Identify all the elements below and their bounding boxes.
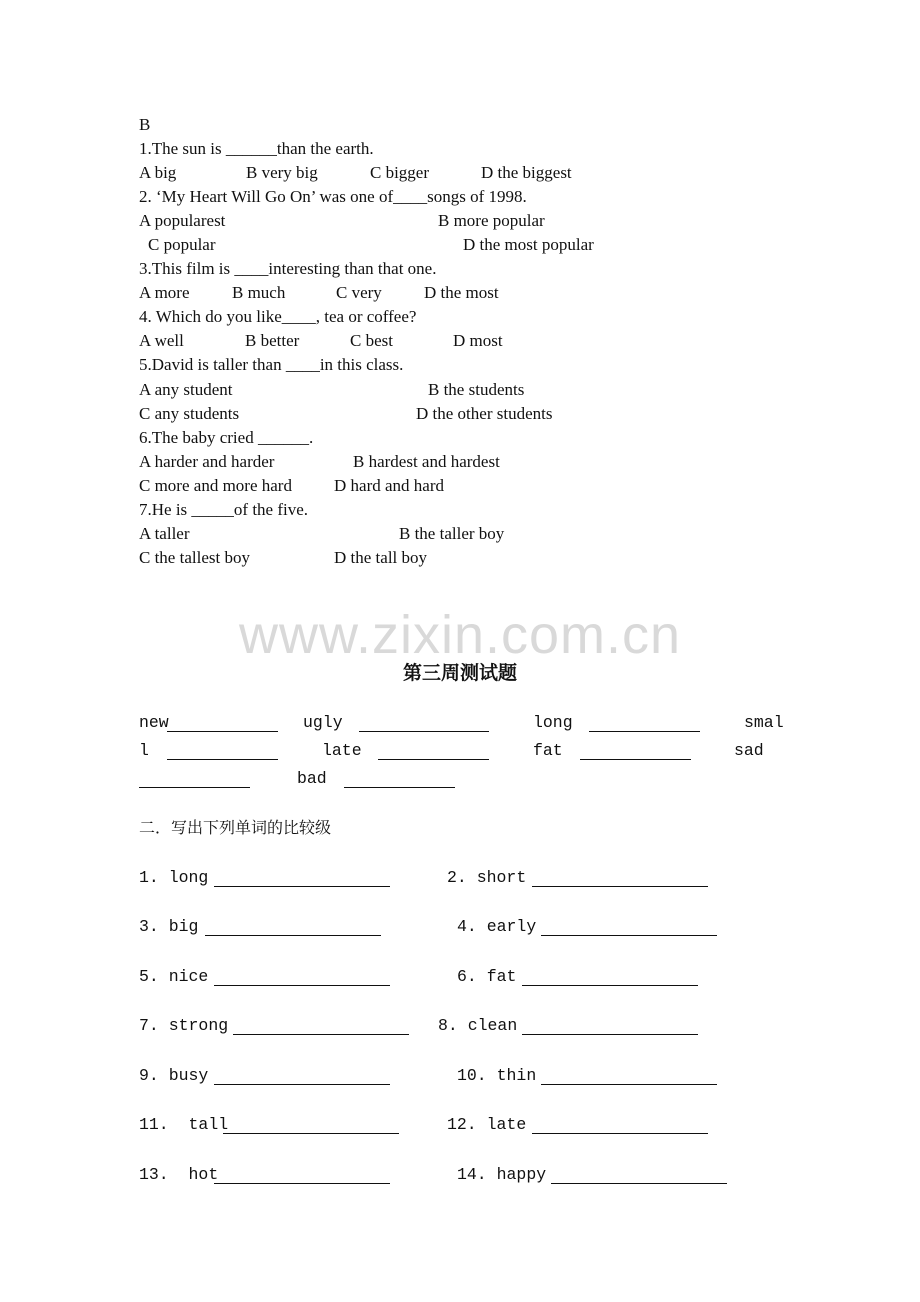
question-stem: 7.He is _____of the five. — [139, 500, 309, 519]
item-number: 14. — [457, 1165, 487, 1184]
item-word: long — [168, 868, 209, 887]
option: A any student — [139, 380, 233, 399]
word: l — [139, 741, 149, 760]
word: long — [533, 713, 573, 732]
word: smal — [744, 713, 784, 732]
item-number: 11. — [139, 1115, 169, 1134]
option: B the taller boy — [399, 524, 505, 543]
answer-blank[interactable] — [344, 787, 455, 788]
option: D the most popular — [463, 235, 594, 254]
option: B more popular — [438, 211, 545, 230]
item-number: 9. — [139, 1066, 159, 1085]
answer-blank[interactable] — [214, 1084, 390, 1085]
answer-blank[interactable] — [167, 759, 278, 760]
answer-blank[interactable] — [551, 1183, 727, 1184]
option: A popularest — [139, 211, 226, 230]
item-word: early — [486, 917, 537, 936]
word: fat — [533, 741, 563, 760]
item-number: 12. — [447, 1115, 477, 1134]
option: D the biggest — [481, 163, 572, 182]
answer-blank[interactable] — [359, 731, 489, 732]
item-number: 3. — [139, 917, 159, 936]
item-number: 7. — [139, 1016, 159, 1035]
answer-blank[interactable] — [378, 759, 489, 760]
word: new — [139, 713, 169, 732]
item-word: busy — [168, 1066, 209, 1085]
option: C more and more hard — [139, 476, 292, 495]
answer-blank[interactable] — [214, 1183, 390, 1184]
item-word: big — [168, 917, 199, 936]
item-number: 2. — [447, 868, 467, 887]
answer-blank[interactable] — [214, 985, 390, 986]
answer-blank[interactable] — [522, 985, 698, 986]
option: A big — [139, 163, 177, 182]
question-stem: 1.The sun is ______than the earth. — [139, 139, 374, 158]
item-number: 5. — [139, 967, 159, 986]
word: sad — [734, 741, 764, 760]
answer-blank[interactable] — [167, 731, 278, 732]
option: B better — [245, 331, 300, 350]
question-stem: 5.David is taller than ____in this class. — [139, 355, 404, 374]
option: A harder and harder — [139, 452, 275, 471]
item-word: thin — [496, 1066, 537, 1085]
word: late — [322, 741, 362, 760]
item-word: nice — [168, 967, 209, 986]
option: C any students — [139, 404, 240, 423]
item-word: hot — [188, 1165, 219, 1184]
answer-blank[interactable] — [532, 886, 708, 887]
option: D the most — [424, 283, 499, 302]
page-title: 第三周测试题 — [402, 662, 517, 684]
option: D the tall boy — [334, 548, 428, 567]
item-word: happy — [496, 1165, 547, 1184]
item-word: clean — [467, 1016, 518, 1035]
answer-blank[interactable] — [589, 731, 700, 732]
question-stem: 2. ‘My Heart Will Go On’ was one of____songs of 1998. — [139, 187, 527, 206]
answer-blank[interactable] — [522, 1034, 698, 1035]
watermark: www.zixin.com.cn — [238, 605, 682, 665]
item-word: fat — [486, 967, 517, 986]
option: D most — [453, 331, 503, 350]
option: D hard and hard — [334, 476, 444, 495]
option: B the students — [428, 380, 525, 399]
option: C very — [336, 283, 382, 302]
item-word: tall — [188, 1115, 229, 1134]
item-number: 8. — [438, 1016, 458, 1035]
option: B much — [232, 283, 286, 302]
option: A more — [139, 283, 190, 302]
answer-blank[interactable] — [532, 1133, 708, 1134]
option: C bigger — [370, 163, 430, 182]
answer-blank[interactable] — [214, 886, 390, 887]
section-label: B — [139, 115, 151, 134]
option: B very big — [246, 163, 318, 182]
option: A taller — [139, 524, 190, 543]
item-word: late — [486, 1115, 527, 1134]
answer-blank[interactable] — [139, 787, 250, 788]
option: C the tallest boy — [139, 548, 250, 567]
question-stem: 6.The baby cried ______. — [139, 428, 314, 447]
item-number: 4. — [457, 917, 477, 936]
answer-blank[interactable] — [541, 1084, 717, 1085]
item-number: 1. — [139, 868, 159, 887]
section-heading: 二．写出下列单词的比较级 — [139, 818, 332, 837]
option: B hardest and hardest — [353, 452, 500, 471]
option: C popular — [148, 235, 216, 254]
answer-blank[interactable] — [223, 1133, 399, 1134]
item-number: 10. — [457, 1066, 487, 1085]
answer-blank[interactable] — [233, 1034, 409, 1035]
word: ugly — [303, 713, 343, 732]
item-word: short — [476, 868, 527, 887]
option: C best — [350, 331, 393, 350]
question-stem: 4. Which do you like____, tea or coffee? — [139, 307, 417, 326]
answer-blank[interactable] — [541, 935, 717, 936]
option: D the other students — [416, 404, 553, 423]
question-stem: 3.This film is ____interesting than that one. — [139, 259, 437, 278]
answer-blank[interactable] — [580, 759, 691, 760]
option: A well — [139, 331, 184, 350]
item-number: 6. — [457, 967, 477, 986]
answer-blank[interactable] — [205, 935, 381, 936]
item-number: 13. — [139, 1165, 169, 1184]
word: bad — [297, 769, 327, 788]
item-word: strong — [168, 1016, 229, 1035]
